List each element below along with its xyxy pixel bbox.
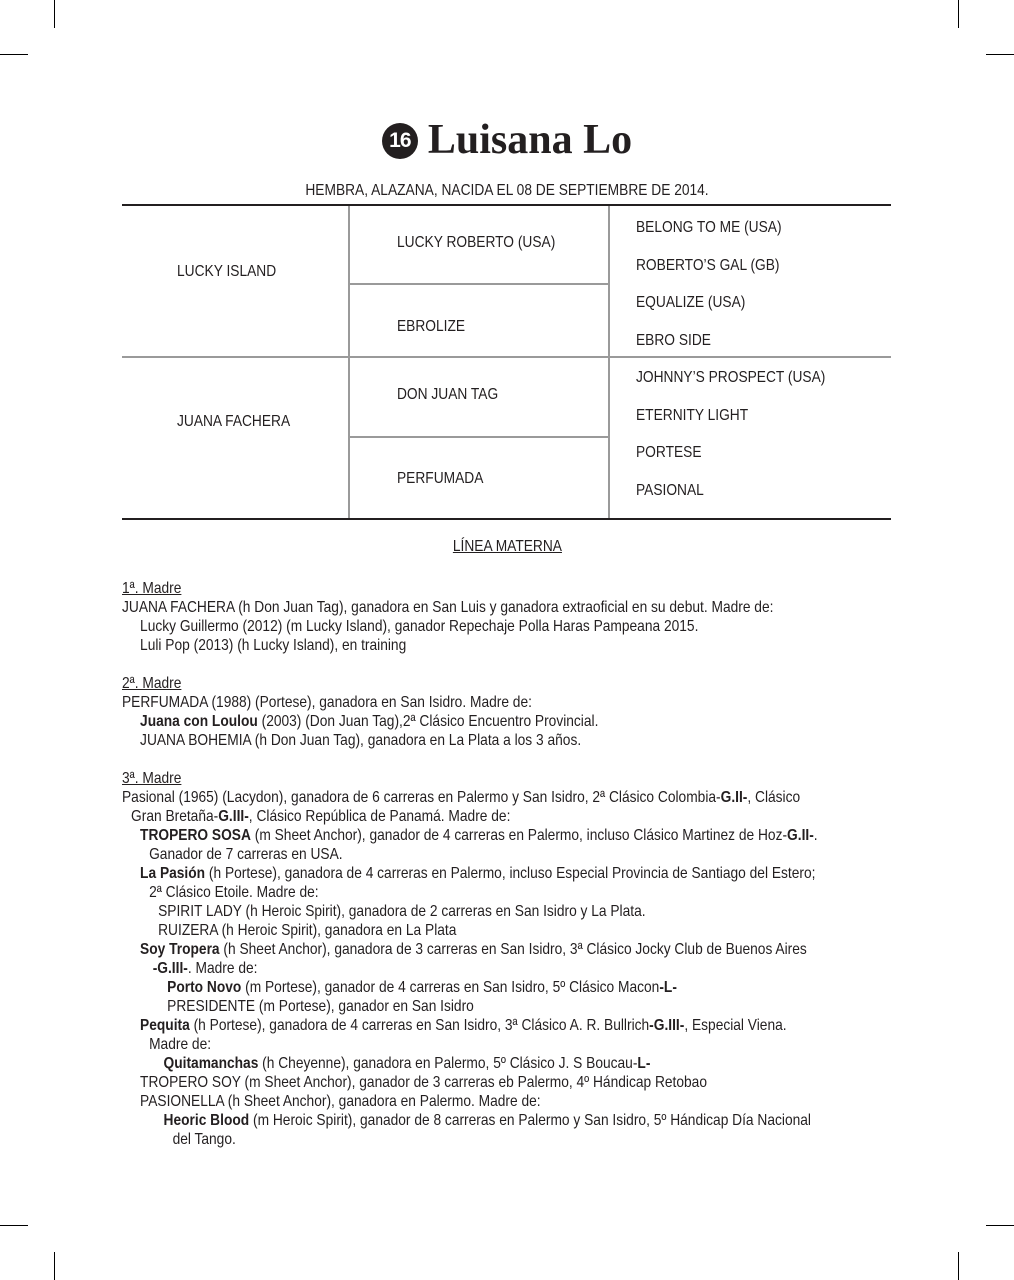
page-title [0, 112, 1014, 168]
produce-record-line: Quitamanchas (h Cheyenne), ganadora en Palermo, 5º Clásico J. S Boucau-L- [163, 1055, 651, 1072]
produce-record-line: PRESIDENTE (m Portese), ganador en San Isidro [167, 998, 474, 1015]
great-grandparent: PASIONAL [636, 482, 704, 499]
great-grandparent: EQUALIZE (USA) [636, 294, 746, 311]
produce-record-line: Ganador de 7 carreras en USA. [149, 846, 343, 863]
divider [349, 436, 609, 438]
great-grandparent: ETERNITY LIGHT [636, 407, 749, 424]
dam: JUANA FACHERA [177, 413, 291, 430]
produce-record-line: Pasional (1965) (Lacydon), ganadora de 6 carreras en Palermo y San Isidro, 2ª Clásico Colombia-G.II-, Clásico [122, 789, 801, 806]
produce-record-line: Lucky Guillermo (2012) (m Lucky Island), ganador Repechaje Polla Haras Pampeana 2015. [140, 618, 699, 635]
spacer [122, 750, 922, 769]
divider [608, 206, 610, 518]
crop-mark [54, 0, 55, 28]
divider [349, 283, 609, 285]
grandparent: EBROLIZE [397, 318, 466, 335]
spacer [122, 655, 922, 674]
great-grandparent: PORTESE [636, 444, 702, 461]
dam-generation-heading: 2ª. Madre [122, 675, 182, 692]
crop-mark [0, 54, 28, 55]
produce-record-line: RUIZERA (h Heroic Spirit), ganadora en La Plata [158, 922, 457, 939]
great-grandparent: JOHNNY’S PROSPECT (USA) [636, 369, 826, 386]
produce-record-line: -G.III-. Madre de: [152, 960, 258, 977]
produce-record-line: JUANA FACHERA (h Don Juan Tag), ganadora en San Luis y ganadora extraoficial en su debut. Madre de: [122, 599, 774, 616]
crop-mark [0, 1225, 28, 1226]
produce-record-line: JUANA BOHEMIA (h Don Juan Tag), ganadora en La Plata a los 3 años. [140, 732, 582, 749]
maternal-line-title: LÍNEA MATERNA [452, 538, 562, 555]
produce-record-line: Madre de: [149, 1036, 212, 1053]
produce-record-line: PASIONELLA (h Sheet Anchor), ganadora en Palermo. Madre de: [140, 1093, 541, 1110]
maternal-line-body [122, 579, 922, 1149]
produce-record-line: La Pasión (h Portese), ganadora de 4 carreras en Palermo, incluso Especial Provincia de Santiago del Estero; [140, 865, 816, 882]
horse-description: HEMBRA, ALAZANA, NACIDA EL 08 DE SEPTIEMBRE DE 2014. [305, 182, 709, 199]
horse-name: Luisana Lo [427, 117, 633, 163]
produce-record-line: Gran Bretaña-G.III-, Clásico República de Panamá. Madre de: [131, 808, 511, 825]
produce-record-line: Pequita (h Portese), ganadora de 4 carreras en San Isidro, 3ª Clásico A. R. Bullrich-G.III-, Especial Viena. [140, 1017, 787, 1034]
produce-record-line: 2ª Clásico Etoile. Madre de: [149, 884, 319, 901]
produce-record-line: Porto Novo (m Portese), ganador de 4 carreras en San Isidro, 5º Clásico Macon-L- [167, 979, 677, 996]
crop-mark [958, 0, 959, 28]
produce-record-line: del Tango. [172, 1131, 236, 1148]
dam-generation-heading: 3ª. Madre [122, 770, 182, 787]
great-grandparent: EBRO SIDE [636, 332, 711, 349]
produce-record-line: TROPERO SOSA (m Sheet Anchor), ganador de 4 carreras en Palermo, incluso Clásico Martinez de Hoz-G.II-. [140, 827, 818, 844]
produce-record-line: PERFUMADA (1988) (Portese), ganadora en San Isidro. Madre de: [122, 694, 532, 711]
pedigree-table [122, 204, 891, 520]
grandparent: LUCKY ROBERTO (USA) [397, 234, 556, 251]
great-grandparent: BELONG TO ME (USA) [636, 219, 782, 236]
dam-generation-heading: 1ª. Madre [122, 580, 182, 597]
produce-record-line: SPIRIT LADY (h Heroic Spirit), ganadora de 2 carreras en San Isidro y La Plata. [158, 903, 646, 920]
produce-record-line: Heoric Blood (m Heroic Spirit), ganador de 8 carreras en Palermo y San Isidro, 5º Hándicap Día Nacional [163, 1112, 811, 1129]
produce-record-line: TROPERO SOY (m Sheet Anchor), ganador de 3 carreras eb Palermo, 4º Hándicap Retobao [140, 1074, 707, 1091]
sire: LUCKY ISLAND [177, 263, 277, 280]
grandparent: DON JUAN TAG [397, 386, 499, 403]
divider [348, 206, 350, 518]
grandparent: PERFUMADA [397, 470, 484, 487]
crop-mark [958, 1252, 959, 1280]
crop-mark [54, 1252, 55, 1280]
lot-number-badge: 16 [382, 123, 418, 159]
crop-mark [986, 54, 1014, 55]
produce-record-line: Juana con Loulou (2003) (Don Juan Tag),2ª Clásico Encuentro Provincial. [140, 713, 599, 730]
produce-record-line: Soy Tropera (h Sheet Anchor), ganadora de 3 carreras en San Isidro, 3ª Clásico Jocky Club de Buenos Aires [140, 941, 807, 958]
great-grandparent: ROBERTO’S GAL (GB) [636, 257, 780, 274]
divider [122, 356, 891, 358]
crop-mark [986, 1225, 1014, 1226]
produce-record-line: Luli Pop (2013) (h Lucky Island), en training [140, 637, 407, 654]
